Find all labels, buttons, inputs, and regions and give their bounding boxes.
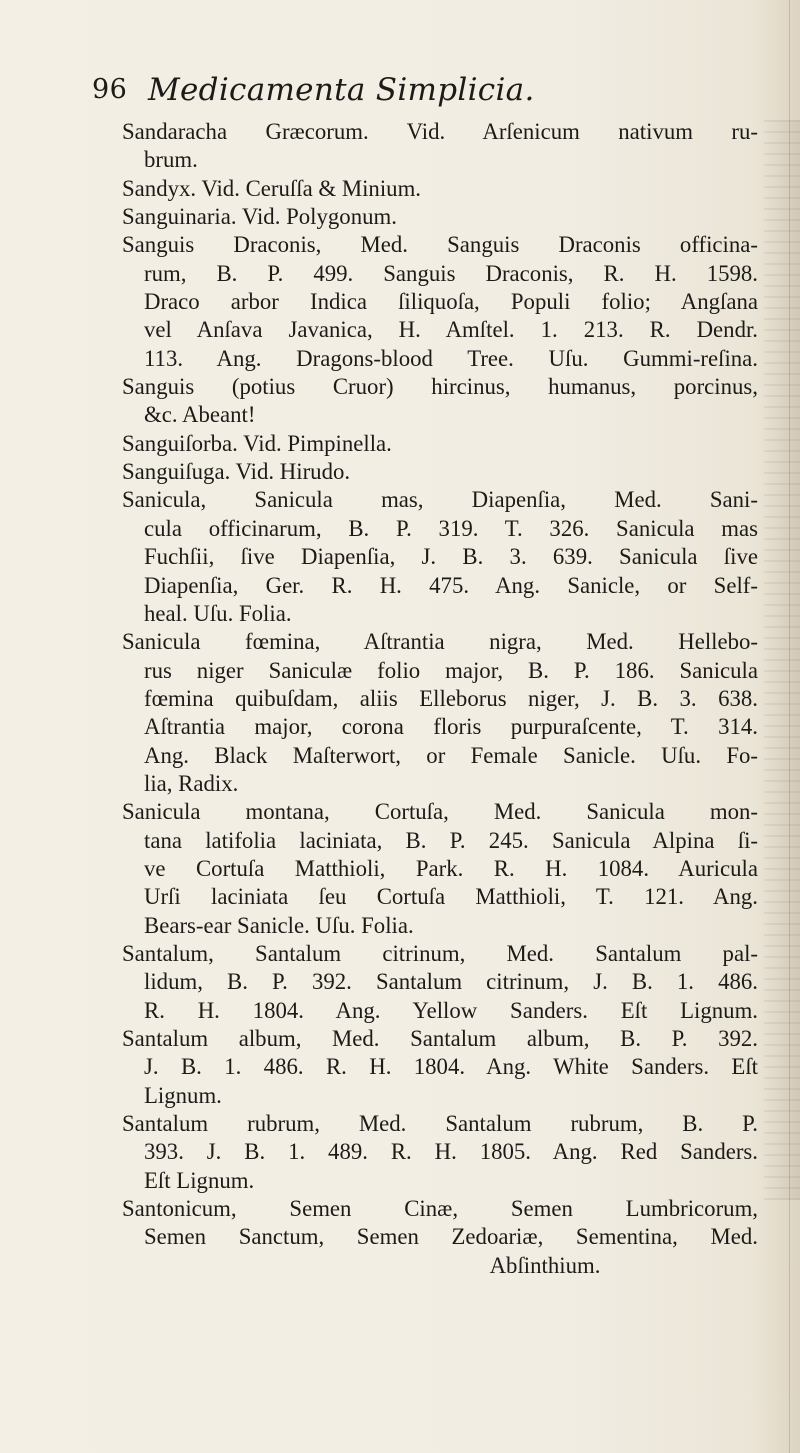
entry-line: Semen Sanctum, Semen Zedoariæ, Sementina, Med.	[144, 1224, 758, 1250]
dictionary-entries	[122, 118, 758, 1283]
entry-line: ve Cortuſa Matthioli, Park. R. H. 1084. Auricula	[144, 855, 758, 881]
entry-line: Bears-ear Sanicle. Uſu. Folia.	[144, 912, 414, 938]
entry-line: Sanicula, Sanicula mas, Diapenſia, Med. Sani-	[122, 487, 758, 513]
entry-line: Sandaracha Græcorum. Vid. Arſenicum nativum ru-	[122, 119, 758, 144]
entry-line: Lignum.	[144, 1082, 222, 1108]
entry-line: Aſtrantia major, corona floris purpuraſcente, T. 314.	[144, 714, 758, 740]
entry-line: Draco arbor Indica ſiliquoſa, Populi folio; Angſana	[144, 289, 758, 315]
entry-line: 113. Ang. Dragons-blood Tree. Uſu. Gummi-reſina.	[144, 345, 758, 371]
entry-line: rus niger Saniculæ folio major, B. P. 186. Sanicula	[144, 657, 758, 683]
running-title: Medicamenta Simplicia.	[148, 72, 535, 108]
entry-line: lidum, B. P. 392. Santalum citrinum, J. B. 1. 486.	[144, 969, 758, 995]
entry-line: Eſt Lignum.	[144, 1167, 255, 1193]
entry-line: vel Anſava Javanica, H. Amſtel. 1. 213. R. Dendr.	[144, 317, 758, 343]
entry-line: rum, B. P. 499. Sanguis Draconis, R. H. 1598.	[144, 260, 758, 286]
entry-line: Sanicula montana, Cortuſa, Med. Sanicula mon-	[122, 799, 758, 825]
entry-line: Sanguinaria. Vid. Polygonum.	[122, 204, 397, 230]
entry-line: Abſinthium.	[489, 1252, 601, 1278]
entry-line: Fuchſii, ſive Diapenſia, J. B. 3. 639. Sanicula ſive	[144, 544, 758, 570]
entry-line: Sandyx. Vid. Ceruſſa & Minium.	[122, 175, 421, 201]
entry-line: Diapenſia, Ger. R. H. 475. Ang. Sanicle, or Self-	[144, 572, 758, 598]
entry-line: R. H. 1804. Ang. Yellow Sanders. Eſt Lignum.	[144, 997, 758, 1023]
entry-line: Ang. Black Maſterwort, or Female Sanicle. Uſu. Fo-	[144, 742, 758, 768]
entry-line: Santalum rubrum, Med. Santalum rubrum, B. P.	[122, 1111, 758, 1137]
adjacent-page-edge	[764, 120, 800, 1200]
page-header	[92, 74, 732, 118]
entry-line: Sanguiſuga. Vid. Hirudo.	[122, 459, 351, 485]
entry-line: &c. Abeant!	[144, 402, 256, 428]
entry-line: brum.	[144, 147, 198, 173]
entry-line: fœmina quibuſdam, aliis Elleborus niger, J. B. 3. 638.	[144, 685, 758, 711]
entry-line: lia, Radix.	[144, 770, 239, 796]
page-number: 96	[92, 74, 128, 105]
entry-line: cula officinarum, B. P. 319. T. 326. Sanicula mas	[144, 515, 758, 541]
entry-line: Urſi laciniata ſeu Cortuſa Matthioli, T. 121. Ang.	[144, 884, 758, 910]
entry-line: 393. J. B. 1. 489. R. H. 1805. Ang. Red Sanders.	[144, 1139, 758, 1165]
entry-line: Santalum, Santalum citrinum, Med. Santalum pal-	[122, 940, 758, 966]
entry-line: Sanguis (potius Cruor) hircinus, humanus, porcinus,	[122, 374, 758, 400]
entry-line: Santonicum, Semen Cinæ, Semen Lumbricorum,	[122, 1196, 758, 1222]
entry-line: Santalum album, Med. Santalum album, B. P. 392.	[122, 1026, 758, 1051]
entry-line: tana latifolia laciniata, B. P. 245. Sanicula Alpina ſi-	[144, 827, 758, 853]
entry-line: Sanguis Draconis, Med. Sanguis Draconis officina-	[122, 232, 758, 258]
entry-line: heal. Uſu. Folia.	[144, 600, 292, 626]
entry-line: Sanguiſorba. Vid. Pimpinella.	[122, 430, 392, 456]
entry-line: Sanicula fœmina, Aſtrantia nigra, Med. Hellebo-	[122, 629, 758, 655]
entry-line: J. B. 1. 486. R. H. 1804. Ang. White Sanders. Eſt	[144, 1054, 758, 1080]
